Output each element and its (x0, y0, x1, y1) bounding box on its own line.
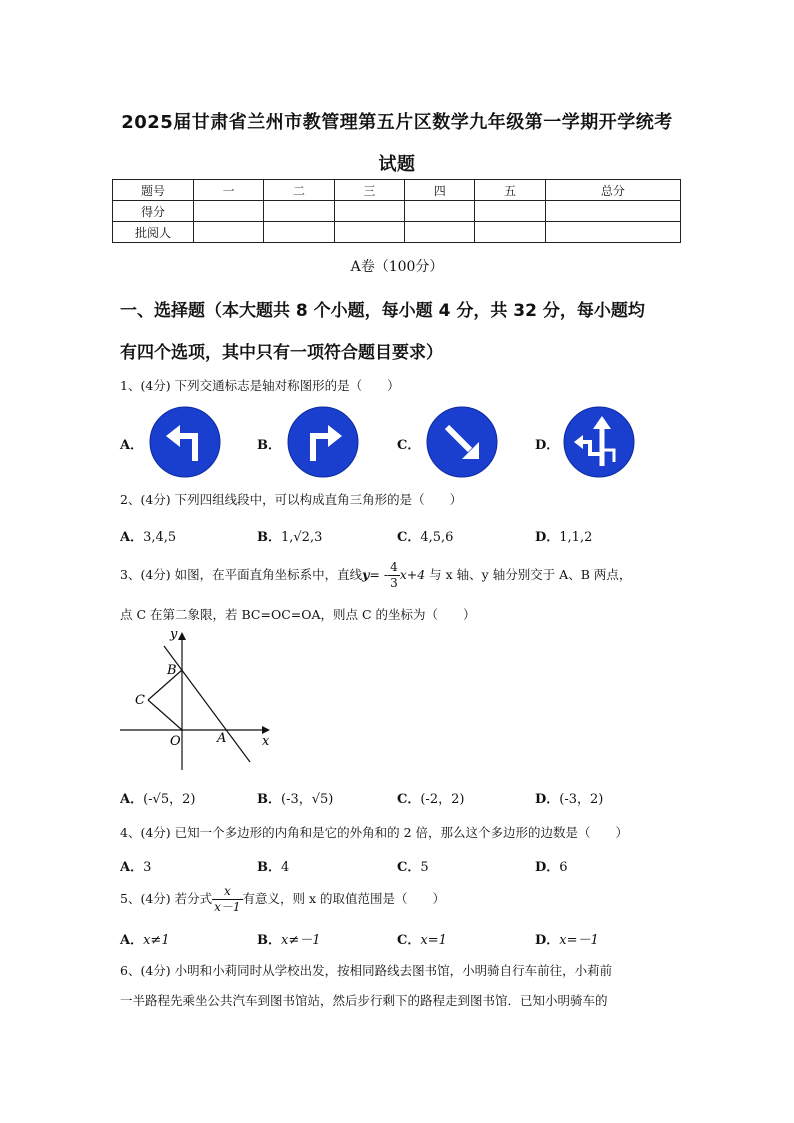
point-b-label: B (167, 663, 177, 678)
reviewer-row (113, 222, 681, 243)
reviewer-cell (334, 222, 404, 243)
option-value: 3,4,5 (143, 530, 177, 545)
option-value: x=－1 (559, 933, 599, 948)
reviewer-cell (475, 222, 545, 243)
option-label: C． (397, 792, 421, 807)
score-cell (264, 201, 334, 222)
origin-label: O (170, 734, 181, 749)
option-label: D． (535, 530, 560, 545)
option-label: B． (257, 792, 281, 807)
header-cell: 一 (194, 180, 264, 201)
straight-or-left-sign-icon (562, 406, 636, 478)
q5-option-b[interactable] (257, 929, 321, 948)
q5-suffix: 有意义，则 x 的取值范围是（ ） (242, 891, 446, 906)
header-cell: 总分 (545, 180, 680, 201)
q3-option-c[interactable] (397, 788, 464, 807)
option-value: 1,√2,3 (281, 530, 323, 545)
turn-right-sign-icon (286, 406, 360, 478)
score-table (112, 179, 681, 243)
q2-option-a[interactable] (120, 526, 176, 545)
q2-option-d[interactable] (535, 526, 592, 545)
option-label: C． (397, 860, 421, 875)
x-axis-label: x (262, 734, 270, 749)
option-label: A． (120, 933, 144, 948)
option-value: 4,5,6 (420, 530, 454, 545)
down-right-arrow-sign-icon (425, 406, 499, 478)
q1-text: 1、(4分) 下列交通标志是轴对称图形的是（ ） (120, 378, 400, 393)
reviewer-cell (405, 222, 475, 243)
point-c-label: C (135, 693, 145, 708)
row-label: 得分 (113, 201, 194, 222)
option-value: 1,1,2 (559, 530, 593, 545)
score-cell (475, 201, 545, 222)
section1-heading-line2: 有四个选项，其中只有一项符合题目要求） (120, 343, 443, 363)
q3-prefix: 3、(4分) 如图，在平面直角坐标系中，直线 (120, 567, 363, 582)
q6-line2: 一半路程先乘坐公共汽车到图书馆站，然后步行剩下的路程走到图书馆．已知小明骑车的 (120, 993, 608, 1008)
q2-text: 2、(4分) 下列四组线段中，可以构成直角三角形的是（ ） (120, 492, 463, 507)
q3-fraction (388, 560, 400, 591)
exam-title-line2: 试题 (378, 154, 416, 175)
q1-option-d-label: D． (535, 438, 560, 453)
option-label: A． (120, 530, 144, 545)
q3-option-a[interactable] (120, 788, 195, 807)
option-value: (-3，2) (559, 792, 604, 807)
q4-text: 4、(4分) 已知一个多边形的内角和是它的外角和的 2 倍，那么这个多边形的边数是（ ） (120, 825, 629, 840)
q5-prefix: 5、(4分) 若分式 (120, 891, 213, 906)
point-a-label: A (217, 731, 227, 746)
q3-suffix: 与 x 轴、y 轴分别交于 A、B 两点， (425, 567, 632, 582)
header-cell: 五 (475, 180, 545, 201)
option-label: B． (257, 860, 281, 875)
fraction-denominator: x－1 (214, 900, 241, 914)
score-row (113, 201, 681, 222)
reviewer-cell (545, 222, 680, 243)
q3-coordinate-figure (118, 624, 278, 774)
q3-option-b[interactable] (257, 788, 333, 807)
option-value: 3 (143, 860, 152, 875)
option-label: B． (257, 530, 281, 545)
q5-fraction (212, 884, 242, 915)
q4-option-d[interactable] (535, 856, 568, 875)
option-value: 5 (420, 860, 429, 875)
volume-a-heading: A卷（100分） (350, 259, 444, 275)
q1-option-c-label: C． (397, 438, 421, 453)
q4-option-a[interactable] (120, 856, 151, 875)
y-axis-label: y (170, 627, 178, 642)
q5-option-d[interactable] (535, 929, 599, 948)
fraction-numerator: x (212, 884, 242, 900)
q1-option-a-label: A． (120, 438, 144, 453)
q3-line1 (120, 560, 631, 591)
q5-option-c[interactable] (397, 929, 447, 948)
q5-option-a[interactable] (120, 929, 170, 948)
q4-option-c[interactable] (397, 856, 429, 875)
option-value: (-2，2) (420, 792, 465, 807)
option-value: x=1 (420, 933, 447, 948)
reviewer-cell (264, 222, 334, 243)
fraction-denominator: 3 (390, 576, 398, 590)
turn-left-sign-icon (148, 406, 222, 478)
option-value: x≠1 (143, 933, 170, 948)
reviewer-cell (194, 222, 264, 243)
option-label: A． (120, 860, 144, 875)
score-cell (334, 201, 404, 222)
fraction-numerator: 4 (390, 560, 398, 574)
section1-heading-line1: 一、选择题（本大题共 8 个小题，每小题 4 分，共 32 分，每小题均 (120, 301, 645, 321)
q3-option-d[interactable] (535, 788, 603, 807)
q2-option-b[interactable] (257, 526, 322, 545)
option-value: 4 (281, 860, 290, 875)
score-cell (194, 201, 264, 222)
q5-line (120, 884, 445, 915)
option-label: D． (535, 933, 560, 948)
row-label: 批阅人 (113, 222, 194, 243)
option-value: 6 (559, 860, 568, 875)
option-label: B． (257, 933, 281, 948)
header-cell: 题号 (113, 180, 194, 201)
header-cell: 三 (334, 180, 404, 201)
option-value: x≠－1 (281, 933, 321, 948)
option-label: A． (120, 792, 144, 807)
q1-option-b-label: B． (257, 438, 281, 453)
option-label: D． (535, 860, 560, 875)
q4-option-b[interactable] (257, 856, 289, 875)
q3-eq-y: y (362, 567, 370, 582)
header-cell: 四 (405, 180, 475, 201)
q3-eq-mid: = - (369, 567, 389, 582)
option-label: C． (397, 530, 421, 545)
score-cell (545, 201, 680, 222)
q6-line1: 6、(4分) 小明和小莉同时从学校出发，按相同路线去图书馆，小明骑自行车前往，小莉前 (120, 963, 613, 978)
option-value: (-√5，2) (143, 792, 196, 807)
header-cell: 二 (264, 180, 334, 201)
score-table-header-row (113, 180, 681, 201)
q3-eq-rest: x+4 (399, 567, 426, 582)
exam-title-line1: 2025届甘肃省兰州市教管理第五片区数学九年级第一学期开学统考 (121, 112, 673, 133)
q3-line2: 点 C 在第二象限，若 BC=OC=OA，则点 C 的坐标为（ ） (120, 607, 476, 622)
option-value: (-3，√5) (281, 792, 334, 807)
option-label: C． (397, 933, 421, 948)
score-cell (405, 201, 475, 222)
option-label: D． (535, 792, 560, 807)
q2-option-c[interactable] (397, 526, 453, 545)
